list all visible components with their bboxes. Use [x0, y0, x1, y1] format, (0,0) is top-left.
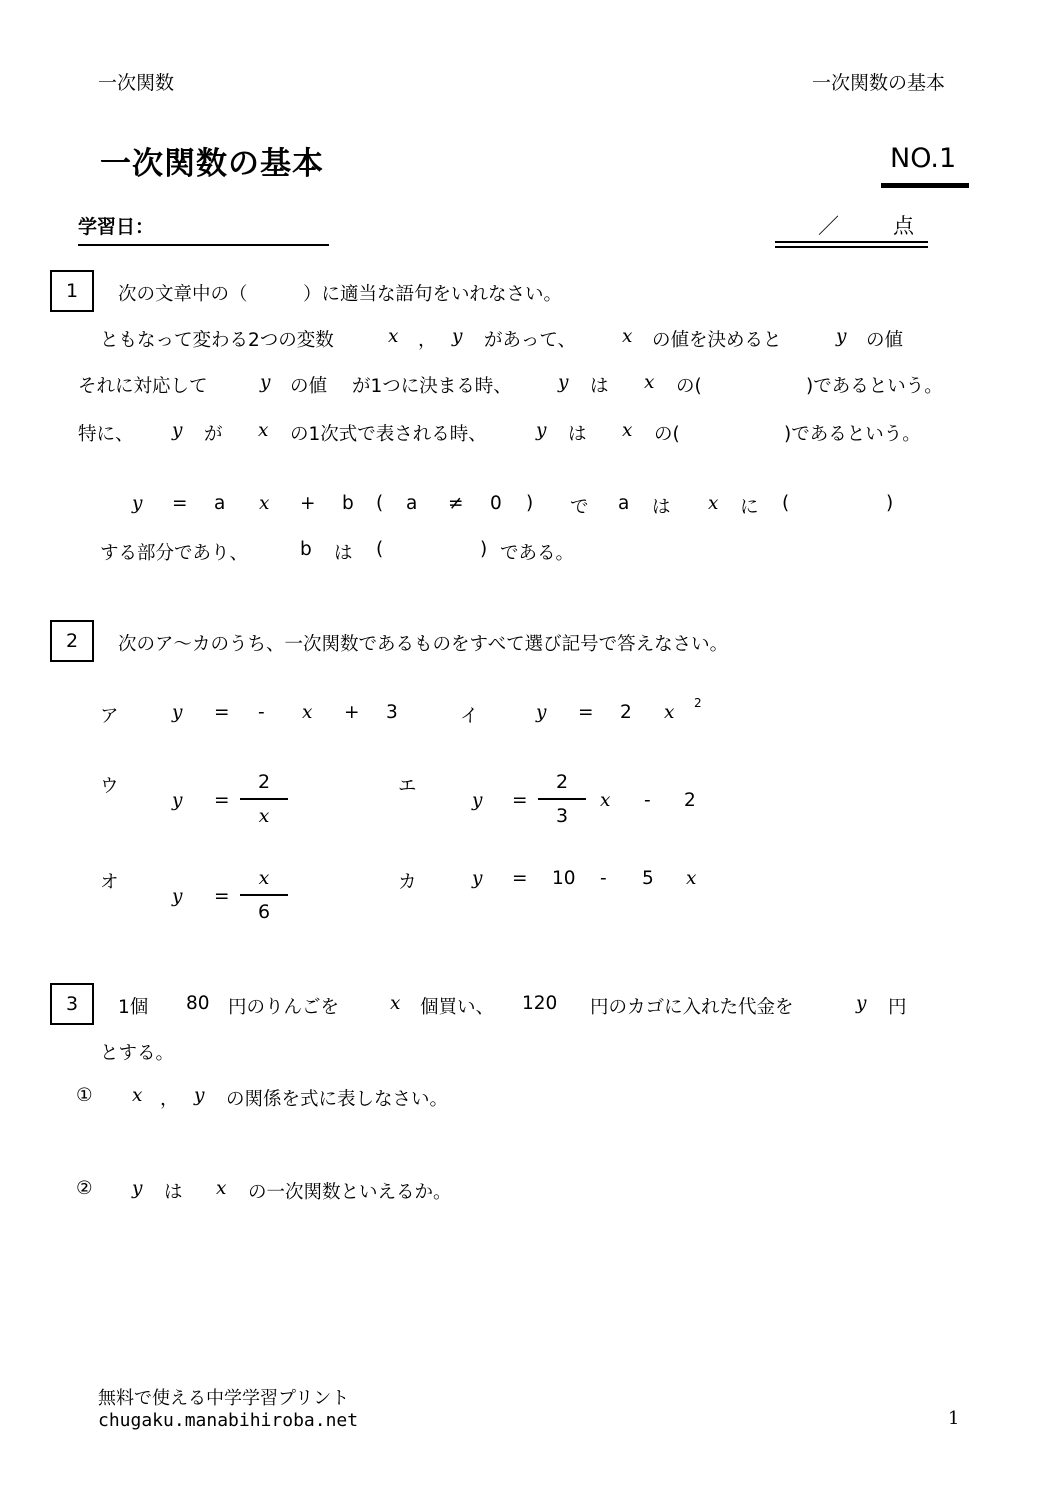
q1-sym: =: [172, 493, 188, 514]
q3-text: 円のりんごを: [228, 997, 340, 1018]
q3-text: 1個: [118, 997, 149, 1018]
q1-text: の値を決めると: [652, 330, 782, 351]
q1-text: は: [590, 376, 609, 397]
q1-text: の(: [676, 376, 702, 397]
expr-sym: =: [512, 868, 528, 889]
fraction: [240, 866, 288, 924]
q1-sym: ): [886, 493, 894, 514]
q1-sym: ): [526, 493, 534, 514]
worksheet-number: NO.1: [890, 143, 957, 174]
score-line-bottom: [775, 246, 928, 248]
q1-var: y: [836, 326, 847, 347]
q1-sym: 0: [490, 493, 502, 514]
choice-label: イ: [460, 706, 479, 727]
study-date-line: [78, 244, 329, 246]
q1-var: x: [708, 493, 719, 514]
q3-text: 円のカゴに入れた代金を: [590, 997, 794, 1018]
q3-text: は: [164, 1182, 183, 1203]
q1-var: x: [644, 372, 655, 393]
expr-sym: =: [578, 702, 594, 723]
header-right: 一次関数の基本: [812, 72, 946, 94]
expr-var: y: [472, 868, 483, 889]
question-1-number: 1: [50, 270, 94, 312]
q3-text: の関係を式に表しなさい。: [226, 1089, 449, 1110]
q1-text: の値: [866, 330, 904, 351]
fraction-bar: [538, 798, 586, 800]
q3-num: 120: [522, 993, 558, 1014]
score-line-top: [775, 241, 928, 243]
q1-var: y: [536, 420, 547, 441]
denominator: x: [258, 805, 270, 827]
expr-var: y: [536, 702, 547, 723]
choice-label: ウ: [100, 776, 119, 797]
q1-text: ともなって変わる2つの変数: [100, 330, 334, 351]
question-3-number: 3: [50, 983, 94, 1025]
q1-sym: a: [618, 493, 630, 514]
q1-sym: ): [480, 539, 488, 560]
page-number: 1: [948, 1408, 960, 1429]
choice-label: エ: [398, 776, 417, 797]
score-unit: 点: [893, 214, 914, 238]
fraction: [240, 770, 288, 828]
expr-sym: 10: [552, 868, 576, 889]
q1-sym: a: [214, 493, 226, 514]
q1-var: x: [622, 420, 633, 441]
q1-text: 特に、: [78, 424, 134, 445]
expr-sym: 3: [386, 702, 398, 723]
exponent: 2: [694, 696, 702, 710]
expr-sym: -: [644, 790, 651, 811]
q1-sym: (: [782, 493, 790, 514]
number-underline: [881, 183, 969, 188]
q1-var: x: [259, 493, 270, 514]
numerator: 2: [555, 771, 569, 793]
expr-sym: 5: [642, 868, 654, 889]
expr-sym: =: [214, 702, 230, 723]
q3-var: x: [390, 993, 401, 1014]
q1-text: に: [740, 497, 759, 518]
q1-var: x: [388, 326, 399, 347]
q3-line2: とする。: [100, 1043, 175, 1064]
sub-number: ②: [76, 1178, 93, 1199]
choice-label: ア: [100, 706, 119, 727]
q1-var: y: [558, 372, 569, 393]
footer-url[interactable]: chugaku.manabihiroba.net: [98, 1410, 359, 1431]
q3-num: 80: [186, 993, 210, 1014]
expr-sym: 2: [684, 790, 696, 811]
numerator: x: [258, 867, 270, 889]
sub-number: ①: [76, 1085, 93, 1106]
expr-var: y: [172, 790, 183, 811]
question-2-instruction: 次のア～カのうち、一次関数であるものをすべて選び記号で答えなさい。: [118, 634, 729, 655]
q1-sym: (: [376, 539, 384, 560]
expr-sym: 2: [620, 702, 632, 723]
q1-sym: b: [300, 539, 312, 560]
q1-text: それに対応して: [78, 376, 208, 397]
q3-var: x: [132, 1085, 143, 1106]
expr-sym: =: [214, 790, 230, 811]
q3-var: y: [194, 1085, 205, 1106]
q1-text: する部分であり、: [100, 543, 249, 564]
q3-text: 個買い、: [420, 997, 495, 1018]
q1-sym: b: [342, 493, 354, 514]
q1-text: で: [570, 497, 589, 518]
q1-var: y: [172, 420, 183, 441]
q1-text: の値: [290, 376, 328, 397]
q1-var: y: [260, 372, 271, 393]
q1-text: が1つに決まる時、: [352, 376, 512, 397]
q1-text: の(: [654, 424, 680, 445]
expr-var: y: [472, 790, 483, 811]
header-left: 一次関数: [98, 72, 175, 94]
q1-var: y: [452, 326, 463, 347]
expr-var: x: [686, 868, 697, 889]
q3-var: x: [216, 1178, 227, 1199]
q1-sym: (: [376, 493, 384, 514]
q1-text: が: [204, 424, 223, 445]
q1-text: があって、: [484, 330, 576, 351]
expr-sym: -: [600, 868, 607, 889]
choice-label: オ: [100, 872, 119, 893]
fraction-bar: [240, 798, 288, 800]
q1-text: )であるという。: [784, 424, 921, 445]
q1-text: の1次式で表される時、: [290, 424, 487, 445]
expr-sym: =: [512, 790, 528, 811]
q3-var: y: [856, 993, 867, 1014]
q1-var: x: [258, 420, 269, 441]
choice-label: カ: [398, 872, 417, 893]
fraction: [538, 770, 586, 828]
q3-text: 円: [888, 997, 907, 1018]
expr-var: x: [600, 790, 611, 811]
expr-var: y: [172, 702, 183, 723]
expr-var: x: [664, 702, 675, 723]
q3-var: y: [132, 1178, 143, 1199]
q1-var: y: [132, 493, 143, 514]
score-slash: ／: [818, 214, 839, 238]
q1-sym: ≠: [448, 493, 464, 514]
numerator: 2: [257, 771, 271, 793]
q1-text: は: [568, 424, 587, 445]
q1-text: は: [652, 497, 671, 518]
q1-var: x: [622, 326, 633, 347]
q3-text: の一次関数といえるか。: [248, 1182, 452, 1203]
expr-var: y: [172, 886, 183, 907]
q1-text: ，: [418, 330, 437, 351]
expr-sym: +: [344, 702, 360, 723]
denominator: 6: [257, 901, 271, 923]
page-title: 一次関数の基本: [100, 146, 324, 182]
q1-sym: a: [406, 493, 418, 514]
q1-text: は: [334, 543, 353, 564]
q1-sym: +: [300, 493, 316, 514]
question-1-instruction: 次の文章中の（ ）に適当な語句をいれなさい。: [118, 284, 563, 305]
fraction-bar: [240, 894, 288, 896]
study-date-label: 学習日：: [78, 216, 155, 238]
q1-text: である。: [500, 543, 575, 564]
q3-text: ，: [160, 1089, 179, 1110]
question-2-number: 2: [50, 620, 94, 662]
expr-var: x: [302, 702, 313, 723]
expr-sym: =: [214, 886, 230, 907]
denominator: 3: [555, 805, 569, 827]
expr-sym: -: [258, 702, 265, 723]
q1-text: )であるという。: [806, 376, 943, 397]
footer-site-name: 無料で使える中学学習プリント: [98, 1388, 350, 1409]
